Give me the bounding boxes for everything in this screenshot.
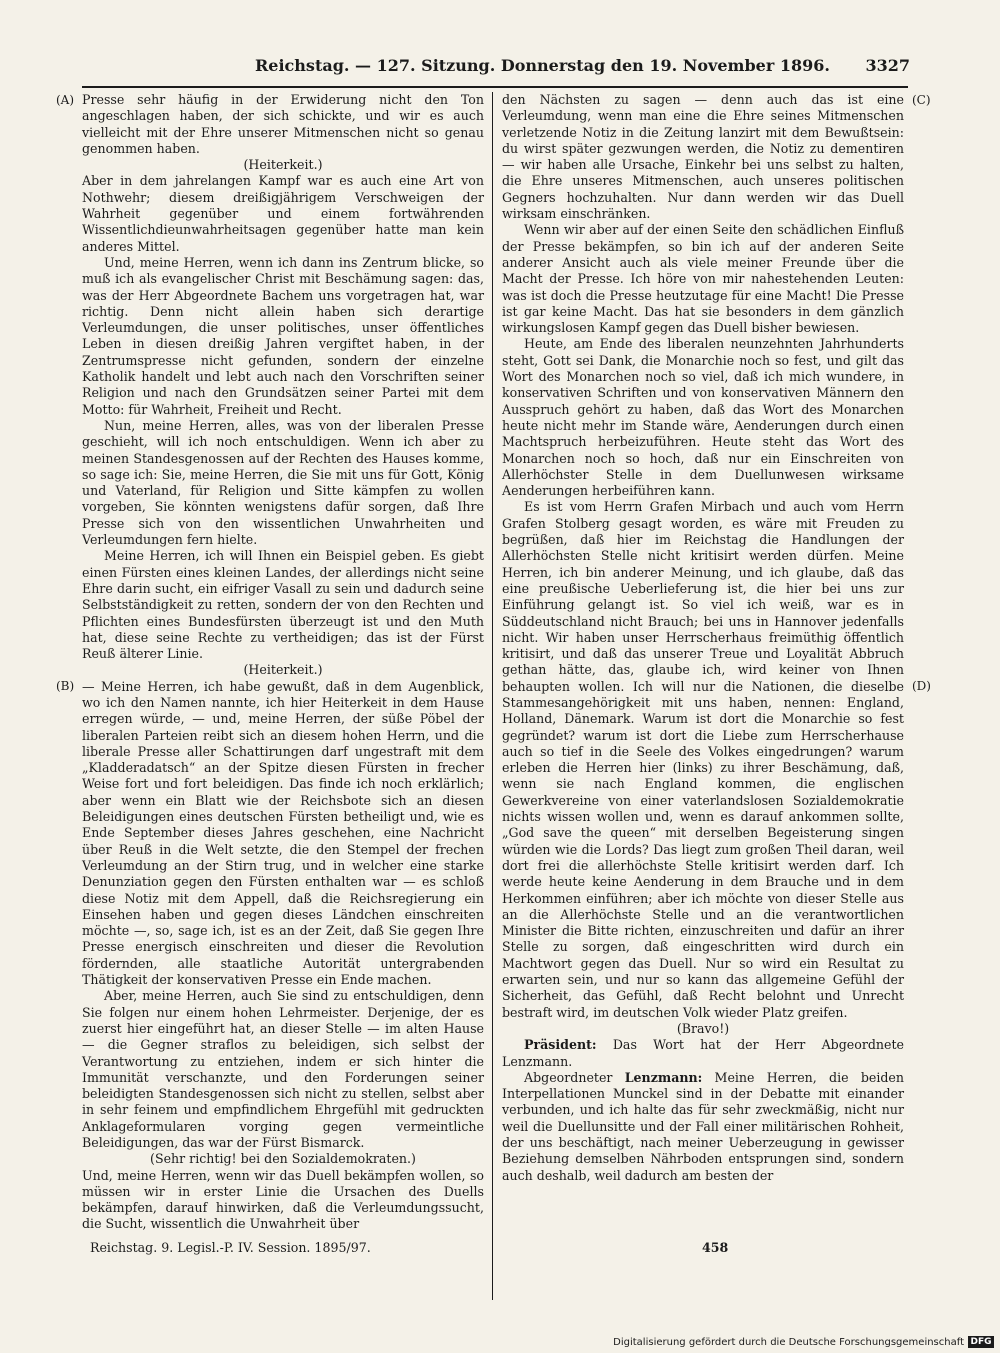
header-rule [82,86,908,88]
paragraph-text: — Meine Herren, ich habe gewußt, daß in dem Augenblick, wo ich den Namen nannte, ich hier Heiterkeit in dem Hause erregen würde, — und, meine Herren, der süße Pöbel der liberalen Parteien reibt sich an diesem hohen Herrn, und die liberale Presse aller Schattirungen darf ungestraft mit dem „Kladderadatsch“ an der Spitze diesen Fürsten in frecher Weise fort und fort beleidigen. Das finde ich noch erklärlich; aber wenn ein Blatt wie der Reichsbote sich an diesen Beleidigungen eines deutschen Fürsten betheiligt und, wie es Ende September dieses Jahres geschehen, eine Nachricht über Reuß in die Welt setzte, die den Stempel der frechen Verleumdung an der Stirn trug, und in welcher eine starke Denunziation gegen den Fürsten enthalten war — es schloß diese Notiz mit dem Appell, daß die Reichsregierung ein Einsehen haben und gegen dieses Ländchen einschreiten möchte —, so, sage ich, ist es an der Zeit, daß Sie gegen Ihre Presse energisch einschreiten und dieser die Revolution fördernden, alle staatliche Autorität untergrabenden Thätigkeit der konservativen Presse ein Ende machen. [82,678,484,988]
left-column [82,92,484,1233]
footer-sheet-number: 458 [702,1240,729,1255]
paragraph [82,173,484,254]
paragraph-text: Aber, meine Herren, auch Sie sind zu entschuldigen, denn Sie folgen nur einem hohen Lehrmeister. Derjenige, der es zuerst hier eingeführt hat, an dieser Stelle — im alten Hause — die Gegner straflos zu beleidigen, sich selbst der Verantwortung zu entziehen, indem er sich hinter die Immunität verschanzte, und den Forderungen seiner beleidigten Standesgenossen sich nicht zu stellen, selbst aber in sehr feinem und empfindlichem Ehrgefühl mit gedruckten Anklageformularen vorging gegen vermeintliche Beleidigungen, das war der Fürst Bismarck. [82,988,484,1150]
digitization-credit [613,1336,994,1348]
paragraph [502,92,904,222]
paragraph-text: Und, meine Herren, wenn ich dann ins Zentrum blicke, so muß ich als evangelischer Christ mit Beschämung sagen: das, was der Herr Abgeordnete Bachem uns vorgetragen hat, war richtig. Denn nicht allein haben sich derartige Verleumdungen, die unser politisches, unser öffentliches Leben in diesen dreißig Jahren vergiftet haben, in der Zentrumspresse nicht gefunden, sondern der einzelne Katholik handelt und lebt auch nach den Vorschriften seiner Religion und nach den Grundsätzen seiner Partei mit dem Motto: für Wahrheit, Freiheit und Recht. [82,254,484,417]
credit-text: Digitalisierung gefördert durch die Deutsche Forschungsgemeinschaft [613,1336,964,1348]
paragraph [82,418,484,548]
page-number: 3327 [865,56,910,75]
paragraph [502,336,904,499]
paragraph-text: Nun, meine Herren, alles, was von der liberalen Presse geschieht, will ich noch entschuldigen. Wenn ich aber zu meinen Standesgenossen auf der Rechten des Hauses komme, so sage ich: Sie, meine Herren, die Sie mit uns für Gott, König und Vaterland, für Religion und Sitte kämpfen zu wollen vorgeben, Sie könnten wenigstens dafür sorgen, daß Ihre Presse sich von den wissentlichen Unwahrheiten und Verleumdungen fern hielte. [82,417,484,548]
margin-mark-b: (B) [56,679,75,693]
paragraph-text: Meine Herren, ich will Ihnen ein Beispiel geben. Es giebt einen Fürsten eines kleinen Landes, der allerdings nicht seine Ehre darin sucht, ein eifriger Vasall zu sein und dadurch seine Selbstständigkeit zu retten, sondern der von den Rechten und Pflichten eines Bundesfürsten überzeugt ist und den Muth hat, diese seine Rechte zu vertheidigen; das ist der Fürst Reuß älterer Linie. [82,548,484,662]
paragraph-text: (Heiterkeit.) [243,662,323,678]
dfg-logo-icon: DFG [968,1336,994,1348]
paragraph-text: (Bravo!) [676,1020,730,1036]
page-header [60,52,910,78]
paragraph-text: (Sehr richtig! bei den Sozialdemokraten.) [150,1151,416,1167]
header-title: Reichstag. — 127. Sitzung. Donnerstag den 19. November 1896. [255,56,830,75]
paragraph [82,1168,484,1233]
paragraph [82,255,484,418]
column-divider [492,92,493,1300]
right-column [502,92,904,1184]
paragraph [82,92,484,157]
interjection [502,1021,904,1037]
paragraph-text: Das Wort hat der Herr Abgeordnete Lenzmann. [502,1037,904,1069]
margin-mark-d: (D) [912,679,931,693]
paragraph [502,1037,904,1070]
paragraph [502,499,904,1021]
interjection [82,157,484,173]
paragraph-text: Aber in dem jahrelangen Kampf war es auch eine Art von Nothwehr; diesem dreißigjährigem Verschweigen der Wahrheit gegenüber und einem fortwährenden Wissentlichdieunwahrheitsagen gegenüber hatte man kein anderes Mittel. [82,173,484,254]
paragraph-text: Und, meine Herren, wenn wir das Duell bekämpfen wollen, so müssen wir in erster Linie die Ursachen des Duells bekämpfen, darauf hinwirken, daß die Verleumdungssucht, die Sucht, wissentlich die Unwahrheit über [82,1167,484,1232]
interjection [82,662,484,678]
paragraph-text: Presse sehr häufig in der Erwiderung nicht den Ton angeschlagen haben, der sich schickte, und wir es auch vielleicht mit der Ehre unserer Mitmenschen nicht so genau genommen haben. [82,92,484,156]
speaker-name: Präsident: [524,1037,597,1053]
speaker-name: Lenzmann: [624,1069,703,1085]
paragraph-text: Meine Herren, die beiden Interpellationen Munckel sind in der Debatte mit einander verbunden, und ich halte das für sehr zweckmäßig, nicht nur weil die Duellunsitte und der Fall einer militärischen Rohheit, der uns beschäftigt, nach meiner Ueberzeugung in gewisser Beziehung demselben Nährboden entsprungen sind, sondern auch deshalb, weil dadurch am besten der [502,1069,904,1183]
paragraph-text: Es ist vom Herrn Grafen Mirbach und auch vom Herrn Grafen Stolberg gesagt worden, es wäre mit Freuden zu begrüßen, daß hier im Reichstag die Handlungen der Allerhöchsten Stelle nicht kritisirt werden dürfen. Meine Herren, ich bin anderer Meinung, und ich glaube, daß das eine preußische Ueberlieferung ist, die hier bei uns zur Einführung gelangt ist. So viel ich weiß, war es in Süddeutschland nicht Brauch; bei uns in Hannover jedenfalls nicht. Wir haben unser Herrscherhaus freimüthig öffentlich kritisirt, und daß das unserer Treue und Loyalität Abbruch gethan hätte, das, glaube ich, wird keiner von Ihnen behaupten wollen. Ich will nur die Nationen, die dieselbe Stammesangehörigkeit mit uns haben, nennen: England, Holland, Dänemark. Warum ist dort die Monarchie so fest gegründet? warum ist dort die Liebe zum Herrscherhause auch so tief in die Seele des Volkes eingedrungen? warum erleben die Herren hier (links) zu ihrer Beschämung, daß, wenn sie nach England kommen, die englischen Gewerkvereine von einer vaterlandslosen Sozialdemokratie nichts wissen wollen und, wenn es darauf ankommen sollte, „God save the queen“ mit derselben Begeisterung singen würden wie die Lords? Das liegt zum großen Theil daran, weil dort frei die allerhöchste Stelle kritisirt werden darf. Ich werde heute keine Aenderung in dem Brauche und in dem Herkommen einführen; aber ich möchte von dieser Stelle aus an die Allerhöchste Stelle und an die verantwortlichen Minister die Bitte richten, einzuschreiten und dafür an ihrer Stelle zu sorgen, daß eingeschritten wird durch ein Machtwort gegen das Duell. Nur so wird ein Resultat zu erwarten sein, und nur so kann das allgemeine Gefühl der Sicherheit, das Gefühl, daß Recht belohnt und Unrecht bestraft wird, im deutschen Volk wieder Platz greifen. [502,499,904,1020]
paragraph-text: Wenn wir aber auf der einen Seite den schädlichen Einfluß der Presse bekämpfen, so bin ich auf der anderen Seite anderer Ansicht auch als viele meiner Freunde über die Macht der Presse. Ich höre von mir nahestehenden Leuten: was ist doch die Presse heutzutage für eine Macht! Die Presse ist gar keine Macht. Das hat sie besonders in dem gänzlich wirkungslosen Kampf gegen das Duell bisher bewiesen. [502,222,904,336]
margin-mark-a: (A) [56,93,75,107]
paragraph [82,988,484,1151]
margin-mark-c: (C) [912,93,931,107]
footer-session-info: Reichstag. 9. Legisl.-P. IV. Session. 1895/97. [90,1240,371,1255]
paragraph [502,1070,904,1184]
paragraph-text: den Nächsten zu sagen — denn auch das ist eine Verleumdung, wenn man eine die Ehre seines Mitmenschen verletzende Notiz in die Zeitung lanzirt mit dem Bewußtsein: du wirst später gezwungen werden, die Notiz zu dementiren — wir haben alle Ursache, Einkehr bei uns selbst zu halten, die Ehre unseres Mitmenschen, auch unseres politischen Gegners hochzuhalten. Nur dann werden wir das Duell wirksam einschränken. [502,92,904,222]
speaker-prefix: Abgeordneter [524,1069,625,1085]
paragraph [82,548,484,662]
paragraph [502,222,904,336]
paragraph [82,679,484,989]
paragraph-text: Heute, am Ende des liberalen neunzehnten Jahrhunderts steht, Gott sei Dank, die Monarchie noch so fest, und gilt das Wort des Monarchen noch so viel, daß ich mich wundere, in konservativen Schriften und von konservativen Männern den Ausspruch gehört zu haben, daß das Wort des Monarchen heute nicht mehr im Stande wäre, Aenderungen durch einen Machtspruch herbeizuführen. Heute steht das Wort des Monarchen noch so hoch, daß nur ein Einschreiten von Allerhöchster Stelle in dem Duellunwesen wirksame Aenderungen herbeiführen kann. [502,336,904,499]
paragraph-text: (Heiterkeit.) [243,157,323,173]
interjection [82,1151,484,1167]
